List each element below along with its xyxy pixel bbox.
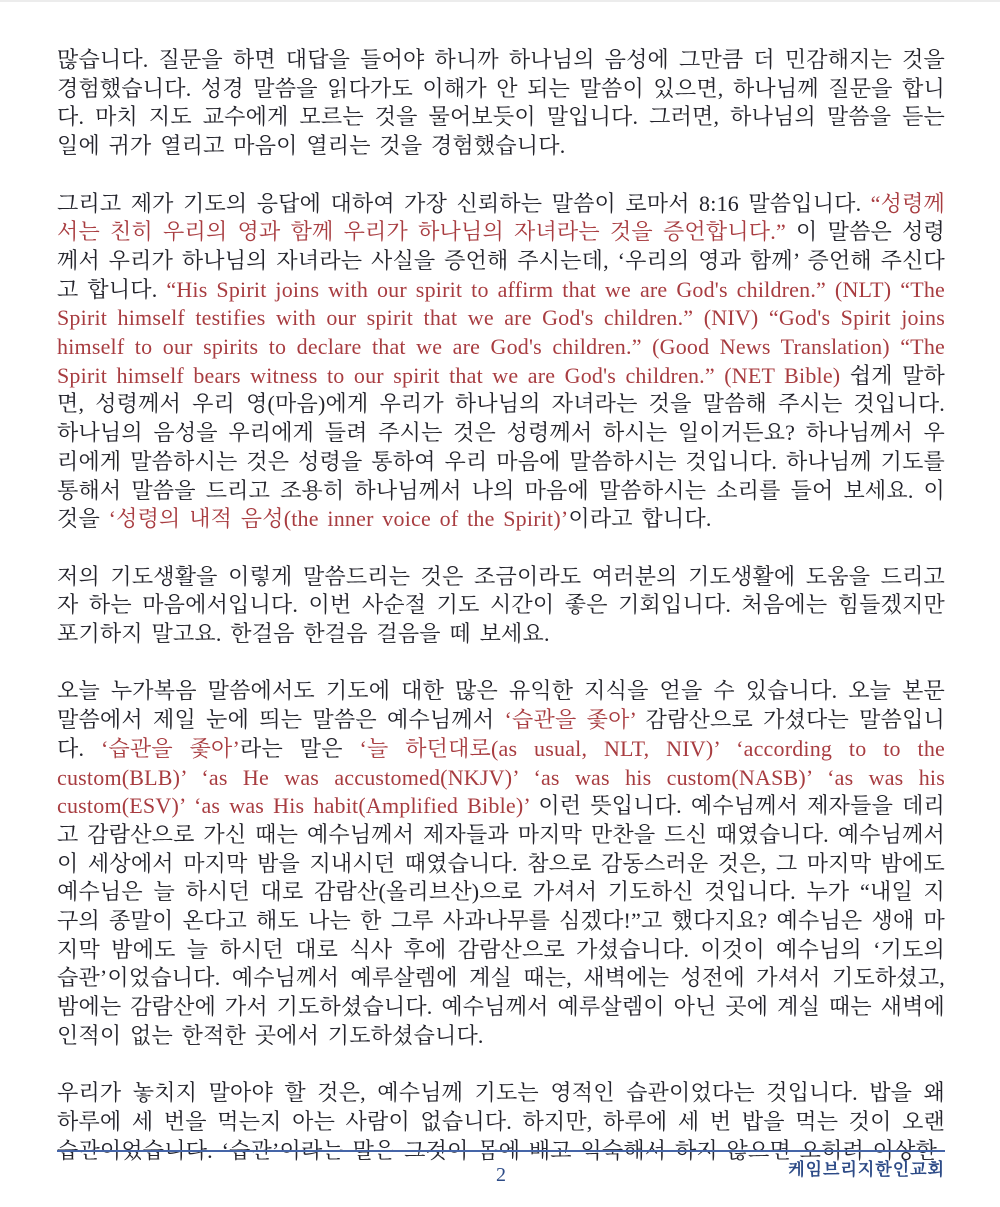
text-run: 오늘 누가복음 말씀에서도 기도에 대한 많은 유익한 지식을 얻을 수 있습니다. 오늘 본문 말씀에서 제일 눈에 띄는 말씀은 예수님께서 <box>57 678 945 733</box>
text-run <box>186 765 201 790</box>
text-run <box>720 736 736 761</box>
text-run: 이라고 합니다. <box>568 506 712 532</box>
text-run: 저의 기도생활을 이렇게 말씀드리는 것은 조금이라도 여러분의 기도생활에 도움을 드리고자 하는 마음에서입니다. 이번 사순절 기도 시간이 좋은 기회입니다. 처음에는 힘들겠지만 포기하지 말고요. 한걸음 한걸음 걸음을 떼 보세요. <box>57 563 945 647</box>
footer-church-name: 케임브리지한인교회 <box>788 1160 945 1179</box>
highlighted-text-run: ‘as was his custom(ESV)’ <box>57 764 945 819</box>
highlighted-text-run: ‘as was his custom(NASB)’ <box>533 764 812 790</box>
text-run: 라는 말은 <box>240 735 360 761</box>
text-run: 그리고 제가 기도의 응답에 대하여 가장 신뢰하는 말씀이 로마서 8:16 말씀입니다. <box>57 190 871 216</box>
text-run: 우리가 놓치지 말아야 할 것은, 예수님께 기도는 영적인 습관이었다는 것입니다. 밥을 왜 하루에 세 번을 먹는지 아는 사람이 없습니다. 하지만, 하루에 세 번 밥을 먹는 것이 오랜 습관이었습니다. ‘습관’이라는 말은 그것이 몸에 배고 익숙해서 하지 않으면 오히려 이상한 <box>57 1080 945 1163</box>
highlighted-text-run: ‘as was His habit(Amplified Bible)’ <box>193 793 530 819</box>
text-run: 이 말씀은 성령께서 우리가 하나님의 자녀라는 사실을 증언해 주시는데, ‘우리의 영과 함께’ 증언해 주신다고 합니다. <box>57 219 946 302</box>
paragraph <box>57 46 945 161</box>
highlighted-text-run: ‘습관을 좇아’ <box>100 735 241 761</box>
footer-page-number: 2 <box>496 1164 506 1186</box>
highlighted-text-run: ‘according to to the custom(BLB)’ <box>57 735 945 790</box>
highlighted-text-run: ‘성령의 내적 음성(the inner voice of the Spirit)’ <box>108 506 569 532</box>
text-run: 감람산으로 가셨다는 말씀입니다. <box>57 707 945 761</box>
paragraph <box>57 563 945 649</box>
highlighted-text-run: “성령께서는 친히 우리의 영과 함께 우리가 하나님의 자녀라는 것을 증언합니다.” <box>57 190 945 245</box>
highlighted-text-run: “His Spirit joins with our spirit to affirm that we are God's children.” (NLT) “The Spirit himself testifies with our spirit that we are God's children.” (NIV) “God's Spirit joins himself to our spirits to declare that we are God's children.” (Good News Translation) “The Spirit himself bears witness to our spirit that we are God's children.” (NET Bible) <box>57 276 945 388</box>
paragraph <box>57 677 945 1050</box>
document-body <box>57 46 945 1165</box>
text-run: 쉽게 말하면, 성령께서 우리 영(마음)에게 우리가 하나님의 자녀라는 것을 말씀해 주시는 것입니다. 하나님의 음성을 우리에게 들려 주시는 것은 성령께서 하시는 일이거든요? 하나님께서 우리에게 말씀하시는 것은 성령을 통하여 우리 마음에 말씀하시는 것입니다. 하나님께 기도를 통해서 말씀을 드리고 조용히 하나님께서 나의 마음에 말씀하시는 소리를 들어 보세요. 이것을 <box>57 362 945 532</box>
text-run <box>812 765 827 790</box>
text-run <box>518 765 533 790</box>
page-footer <box>57 1150 945 1202</box>
text-run: 많습니다. 질문을 하면 대답을 들어야 하니까 하나님의 음성에 그만큼 더 민감해지는 것을 경험했습니다. 성경 말씀을 읽다가도 이해가 안 되는 말씀이 있으면, 하나님께 질문을 합니다. 마치 지도 교수에게 모르는 것을 물어보듯이 말입니다. 그러면, 하나님의 말씀을 듣는 일에 귀가 열리고 마음이 열리는 것을 경험했습니다. <box>57 47 945 159</box>
text-run <box>185 793 194 818</box>
highlighted-text-run: ‘습관을 좇아’ <box>504 707 637 733</box>
paragraph <box>57 190 945 534</box>
highlighted-text-run: ‘늘 하던대로(as usual, NLT, NIV)’ <box>359 735 721 761</box>
text-run: 이런 뜻입니다. 예수님께서 제자들을 데리고 감람산으로 가신 때는 예수님께서 제자들과 마지막 만찬을 드신 때였습니다. 예수님께서 이 세상에서 마지막 밤을 지내시던 때였습니다. 참으로 감동스러운 것은, 그 마지막 밤에도 예수님은 늘 하시던 대로 감람산(올리브산)으로 가셔서 기도하신 것입니다. 누가 “내일 지구의 종말이 온다고 해도 나는 한 그루 사과나무를 심겠다!”고 했다지요? 예수님은 생애 마지막 밤에도 늘 하시던 대로 식사 후에 감람산으로 가셨습니다. 이것이 예수님의 ‘기도의 습관’이었습니다. 예수님께서 예루살렘에 계실 때는, 새벽에는 성전에 가셔서 기도하셨고, 밤에는 감람산에 가서 기도하셨습니다. 예수님께서 예루살렘이 아닌 곳에 계실 때는 새벽에 인적이 없는 한적한 곳에서 기도하셨습니다. <box>57 793 946 1048</box>
highlighted-text-run: ‘as He was accustomed(NKJV)’ <box>201 764 519 790</box>
